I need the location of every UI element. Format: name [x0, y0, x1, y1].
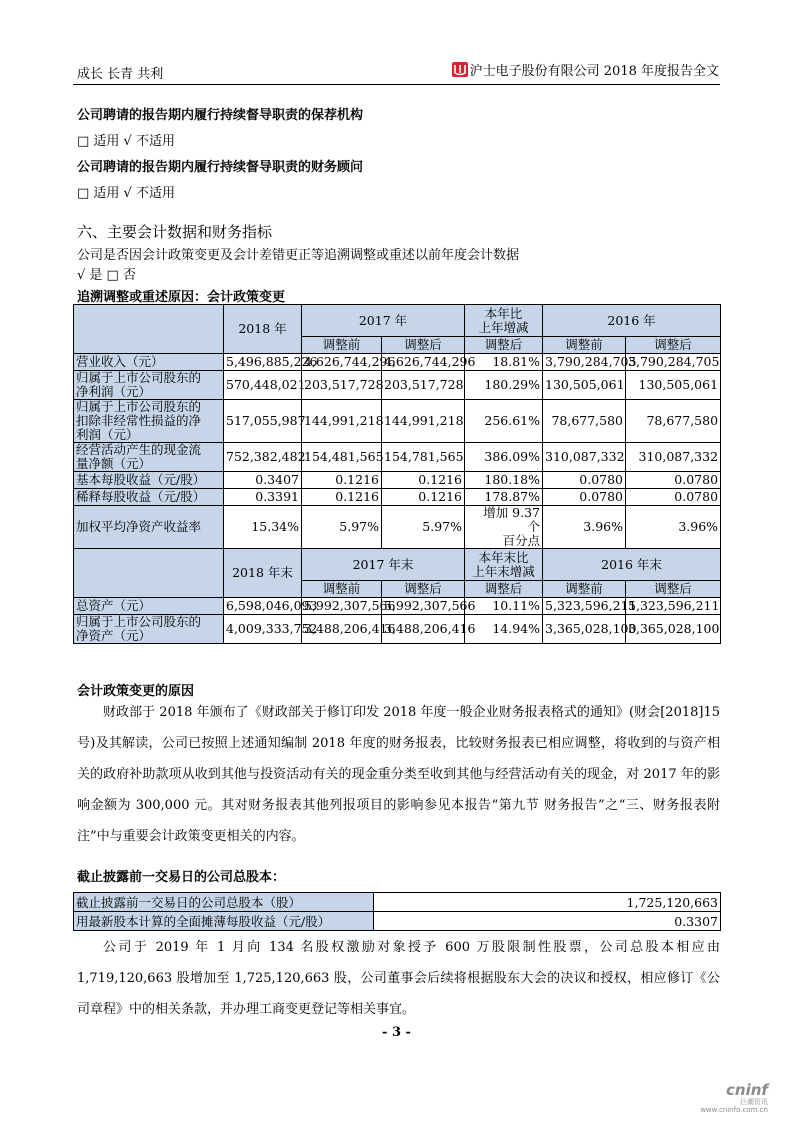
restatement-question: 公司是否因会计政策变更及会计差错更正等追溯调整或重述以前年度会计数据 [77, 248, 520, 263]
table-row: 营业收入（元） 5,496,885,226 4,626,744,296 4,626,744,296 18.81% 3,790,284,705 3,790,284,705 [74, 354, 721, 371]
header-divider [73, 84, 720, 85]
capital-note: 公司于 2019 年 1 月向 134 名股权激励对象授予 600 万股限制性股票，公司总股本相应由 1,719,120,663 股增加至 1,725,120,663 股，公司董事会后续将根据股东大会的决议和授权，相应修订《公司章程》中的相关条款，并办理工商变更登记等相关事宜。 [77, 940, 720, 1017]
col-2017-before: 调整前 [302, 337, 382, 354]
table-row: 基本每股收益（元/股） 0.3407 0.1216 0.1216 180.18% 0.0780 0.0780 [74, 472, 721, 489]
company-logo-icon [452, 61, 468, 78]
section-title: 六、主要会计数据和财务指标 [77, 223, 273, 241]
col-2017-after: 调整后 [382, 337, 465, 354]
policy-paragraph: 财政部于 2018 年颁布了《财政部关于修订印发 2018 年度一般企业财务报表格式的通知》(财会[2018]15 号)及其解读，公司已按照上述通知编制 2018 年度的财务报表，比较财务报表已相应调整，将收到的与资产相关的政府补助款项从收到其他与投资活动有关的现金重分类至收到其他与经营活动有关的现金，对 2017 年的影响金额为 300,000 元。其对财务报表其他列报项目的影响参见本报告“第九节 财务报告”之“三、财务报表附注”中与重要会计政策变更相关的内容。 [77, 705, 720, 844]
advisor-choice: □ 适用 √ 不适用 [77, 186, 175, 201]
table-row: 稀释每股收益（元/股） 0.3391 0.1216 0.1216 178.87% 0.0780 0.0780 [74, 489, 721, 506]
capital-heading: 截止披露前一交易日的公司总股本： [77, 870, 286, 885]
company-report-title: 沪士电子股份有限公司 2018 年度报告全文 [469, 64, 719, 79]
table-row: 用最新股本计算的全面摊薄每股收益（元/股） 0.3307 [74, 912, 721, 931]
table-row: 归属于上市公司股东的 扣除非经常性损益的净 利润（元） 517,055,987 144,991,218 144,991,218 256.61% 78,677,580 78,677,580 [74, 400, 721, 443]
table-row: 加权平均净资产收益率 15.34% 5.97% 5.97% 增加 9.37 个 百分点 3.96% 3.96% [74, 506, 721, 549]
table-row: 截止披露前一交易日的公司总股本（股） 1,725,120,663 [74, 893, 721, 912]
financial-indicators-table: 2018 年 2017 年 本年比 上年增减 2016 年 调整前 调整后 调整后 调整前 调整后 营业收入（元） 5,496,885,226 4,626,744,296 4,626,744,296 18.81% 3,790,284,705 3,790,284,705 归属于上市公司股东的 净利润（元） 570,448,021 203,517,728 203,517,728 180.29% 130,505,061 130,505,061 归属于上市公司股东的 扣除非经常性损益的净 利润（元） 517,055,987 144,991,218 144,991,218 256.61% 78,677,580 78,677,580 经营活动产生的现金流 量净额（元） 752,382,482 154,481,565 154,781,565 386.09% 310,087,332 310,087,332 基本每股收益（元/股） 0.3407 0.1216 0.1216 180.18% 0.0780 0.0780 稀释每股收益（元/股） 0.3391 0.1216 0.1216 178.87% 0.0780 0.0780 加权平均净资产收益率 15.34% 5.97% 5.97% 增加 9.37 个 百分点 3.96% 3.96% 2018 年末 2017 年末 本年末比 上年末增减 2016 年末 调整前 调整后 调整后 调整前 调整后 总资产（元） 6,598,046,093 5,992,307,566 5,992,307,566 10.11% 5,323,596,211 5,323,596,211 归属于上市公司股东的 净资产（元） 4,009,333,752 3,488,206,416 3,488,206,416 14.94% 3,365,028,100 3,365,028,100 [73, 304, 721, 644]
sponsor-choice: □ 适用 √ 不适用 [77, 134, 175, 149]
col-change-end: 本年末比 上年末增减 [465, 549, 543, 581]
col-2017: 2017 年 [302, 305, 465, 337]
page-number: - 3 - [382, 1025, 411, 1040]
table-row: 总资产（元） 6,598,046,093 5,992,307,566 5,992,307,566 10.11% 5,323,596,211 5,323,596,211 [74, 598, 721, 615]
cninf-url: www.cninfo.com.cn [700, 1106, 768, 1114]
header-title [452, 60, 719, 79]
col-2018: 2018 年 [224, 305, 302, 354]
col-2017-end: 2017 年末 [302, 549, 465, 581]
col-change-after: 调整后 [465, 337, 543, 354]
table-row: 经营活动产生的现金流 量净额（元） 752,382,482 154,481,565 154,781,565 386.09% 310,087,332 310,087,332 [74, 443, 721, 472]
col-2016: 2016 年 [543, 305, 721, 337]
cninf-watermark [700, 1080, 768, 1114]
policy-heading: 会计政策变更的原因 [77, 684, 195, 699]
col-2016-after: 调整后 [626, 337, 721, 354]
restatement-reason: 追溯调整或重述原因：会计政策变更 [77, 290, 286, 305]
col-2016-end: 2016 年末 [543, 549, 721, 581]
cninf-logo: cninf [726, 1081, 768, 1099]
table-row: 归属于上市公司股东的 净资产（元） 4,009,333,752 3,488,206,416 3,488,206,416 14.94% 3,365,028,100 3,365,028,100 [74, 615, 721, 644]
share-capital-table [73, 892, 721, 931]
sponsor-label: 公司聘请的报告期内履行持续督导职责的保荐机构 [77, 108, 364, 123]
restatement-answer: √ 是 □ 否 [77, 268, 136, 283]
col-2016-before: 调整前 [543, 337, 626, 354]
cninf-subtitle: 巨潮资讯 [739, 1098, 768, 1106]
col-change: 本年比 上年增减 [465, 305, 543, 337]
table-row: 归属于上市公司股东的 净利润（元） 570,448,021 203,517,728 203,517,728 180.29% 130,505,061 130,505,061 [74, 371, 721, 400]
advisor-label: 公司聘请的报告期内履行持续督导职责的财务顾问 [77, 160, 364, 175]
header-slogan: 成长 长青 共利 [77, 67, 164, 82]
col-2018-end: 2018 年末 [224, 549, 302, 598]
